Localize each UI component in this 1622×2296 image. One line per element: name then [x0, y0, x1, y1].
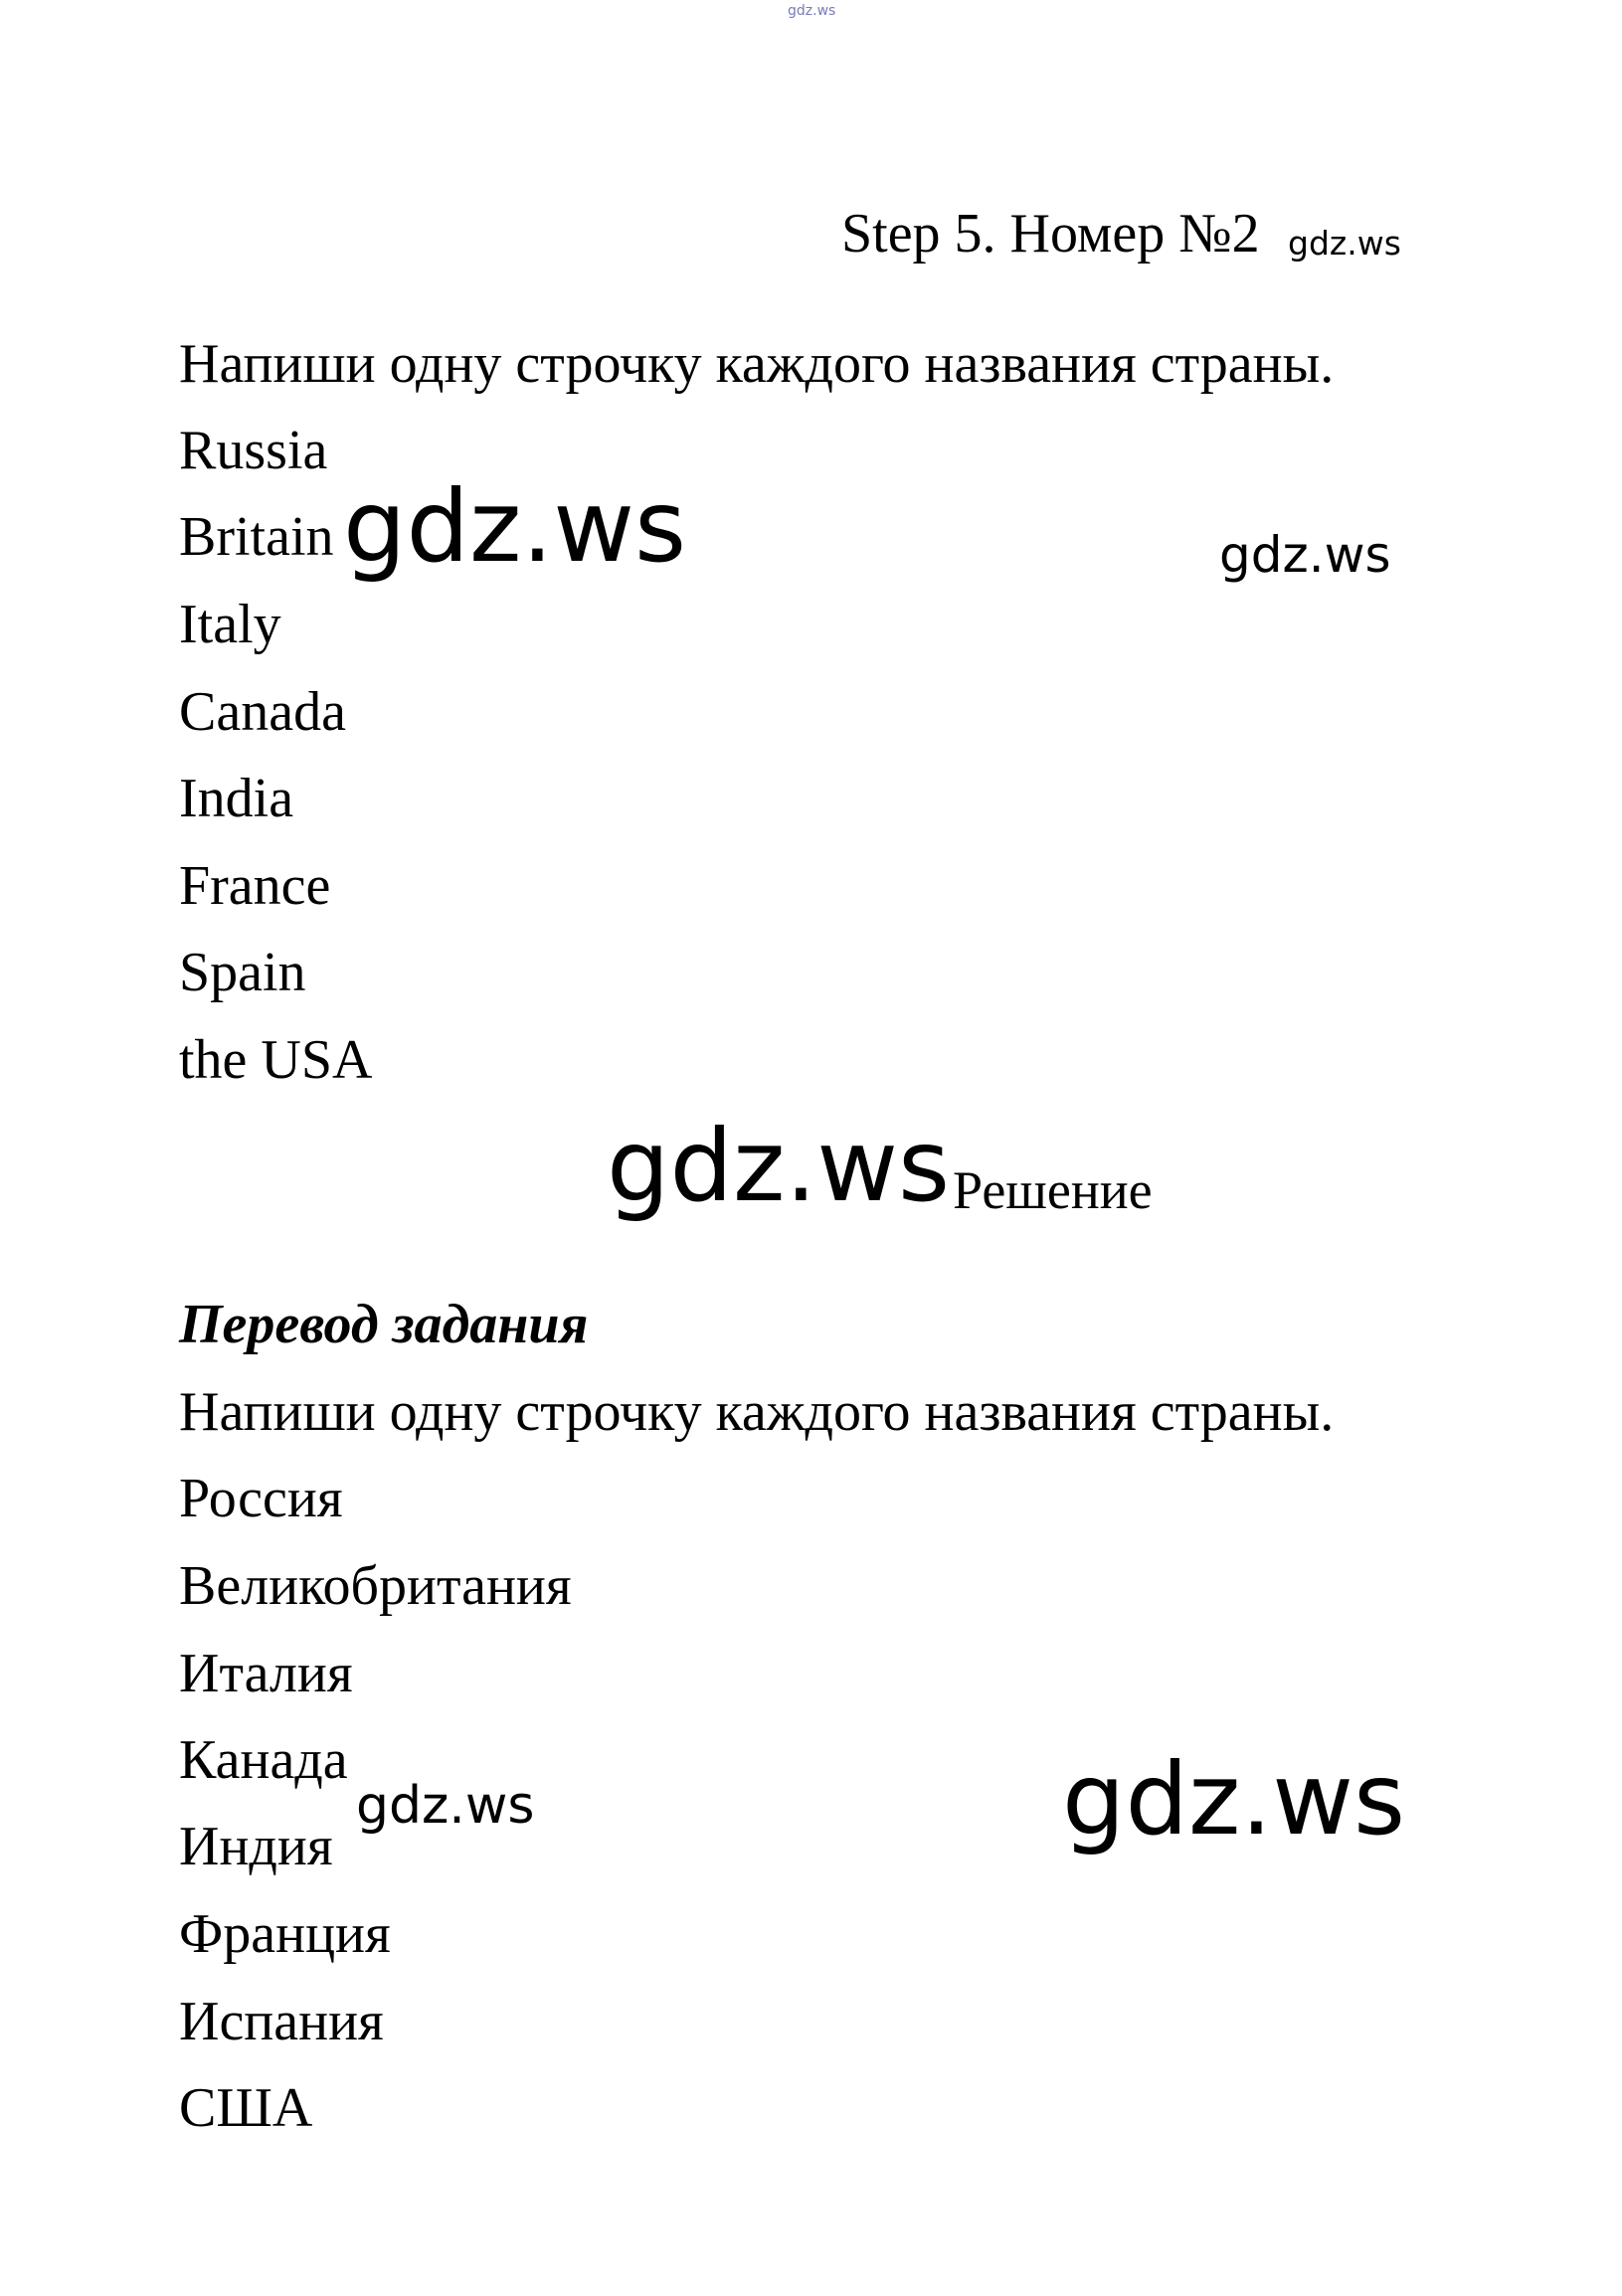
translation-item: Великобритания [179, 1555, 572, 1617]
country-item: Canada [179, 681, 346, 743]
translation-heading: Перевод задания [179, 1294, 589, 1355]
translation-item: Испания [179, 1991, 384, 2052]
translation-item: Франция [179, 1903, 391, 1965]
country-item: the USA [179, 1029, 373, 1091]
watermark-header: gdz.ws [1288, 224, 1401, 263]
translation-item: Канада [179, 1729, 348, 1791]
watermark-large: gdz.ws [607, 1108, 951, 1224]
solution-label: Решение [953, 1160, 1153, 1220]
translation-item: США [179, 2077, 313, 2139]
watermark-large: gdz.ws [343, 468, 687, 585]
country-item: Spain [179, 942, 306, 1003]
country-item: Italy [179, 594, 281, 655]
watermark-small: gdz.ws [1219, 526, 1391, 584]
task-instruction: Напиши одну строчку каждого названия страны. [179, 333, 1335, 395]
translation-instruction: Напиши одну строчку каждого названия страны. [179, 1381, 1335, 1443]
country-item: Russia [179, 420, 328, 481]
country-item: France [179, 855, 331, 917]
translation-item: Италия [179, 1643, 353, 1704]
translation-item: Индия [179, 1816, 333, 1877]
watermark-small: gdz.ws [356, 1776, 535, 1836]
page-title: Step 5. Номер №2 [841, 203, 1260, 265]
watermark-large: gdz.ws [1062, 1741, 1406, 1857]
country-item: Britain [179, 506, 334, 568]
translation-item: Россия [179, 1468, 343, 1529]
country-item: India [179, 768, 294, 829]
watermark-top: gdz.ws [788, 3, 836, 19]
